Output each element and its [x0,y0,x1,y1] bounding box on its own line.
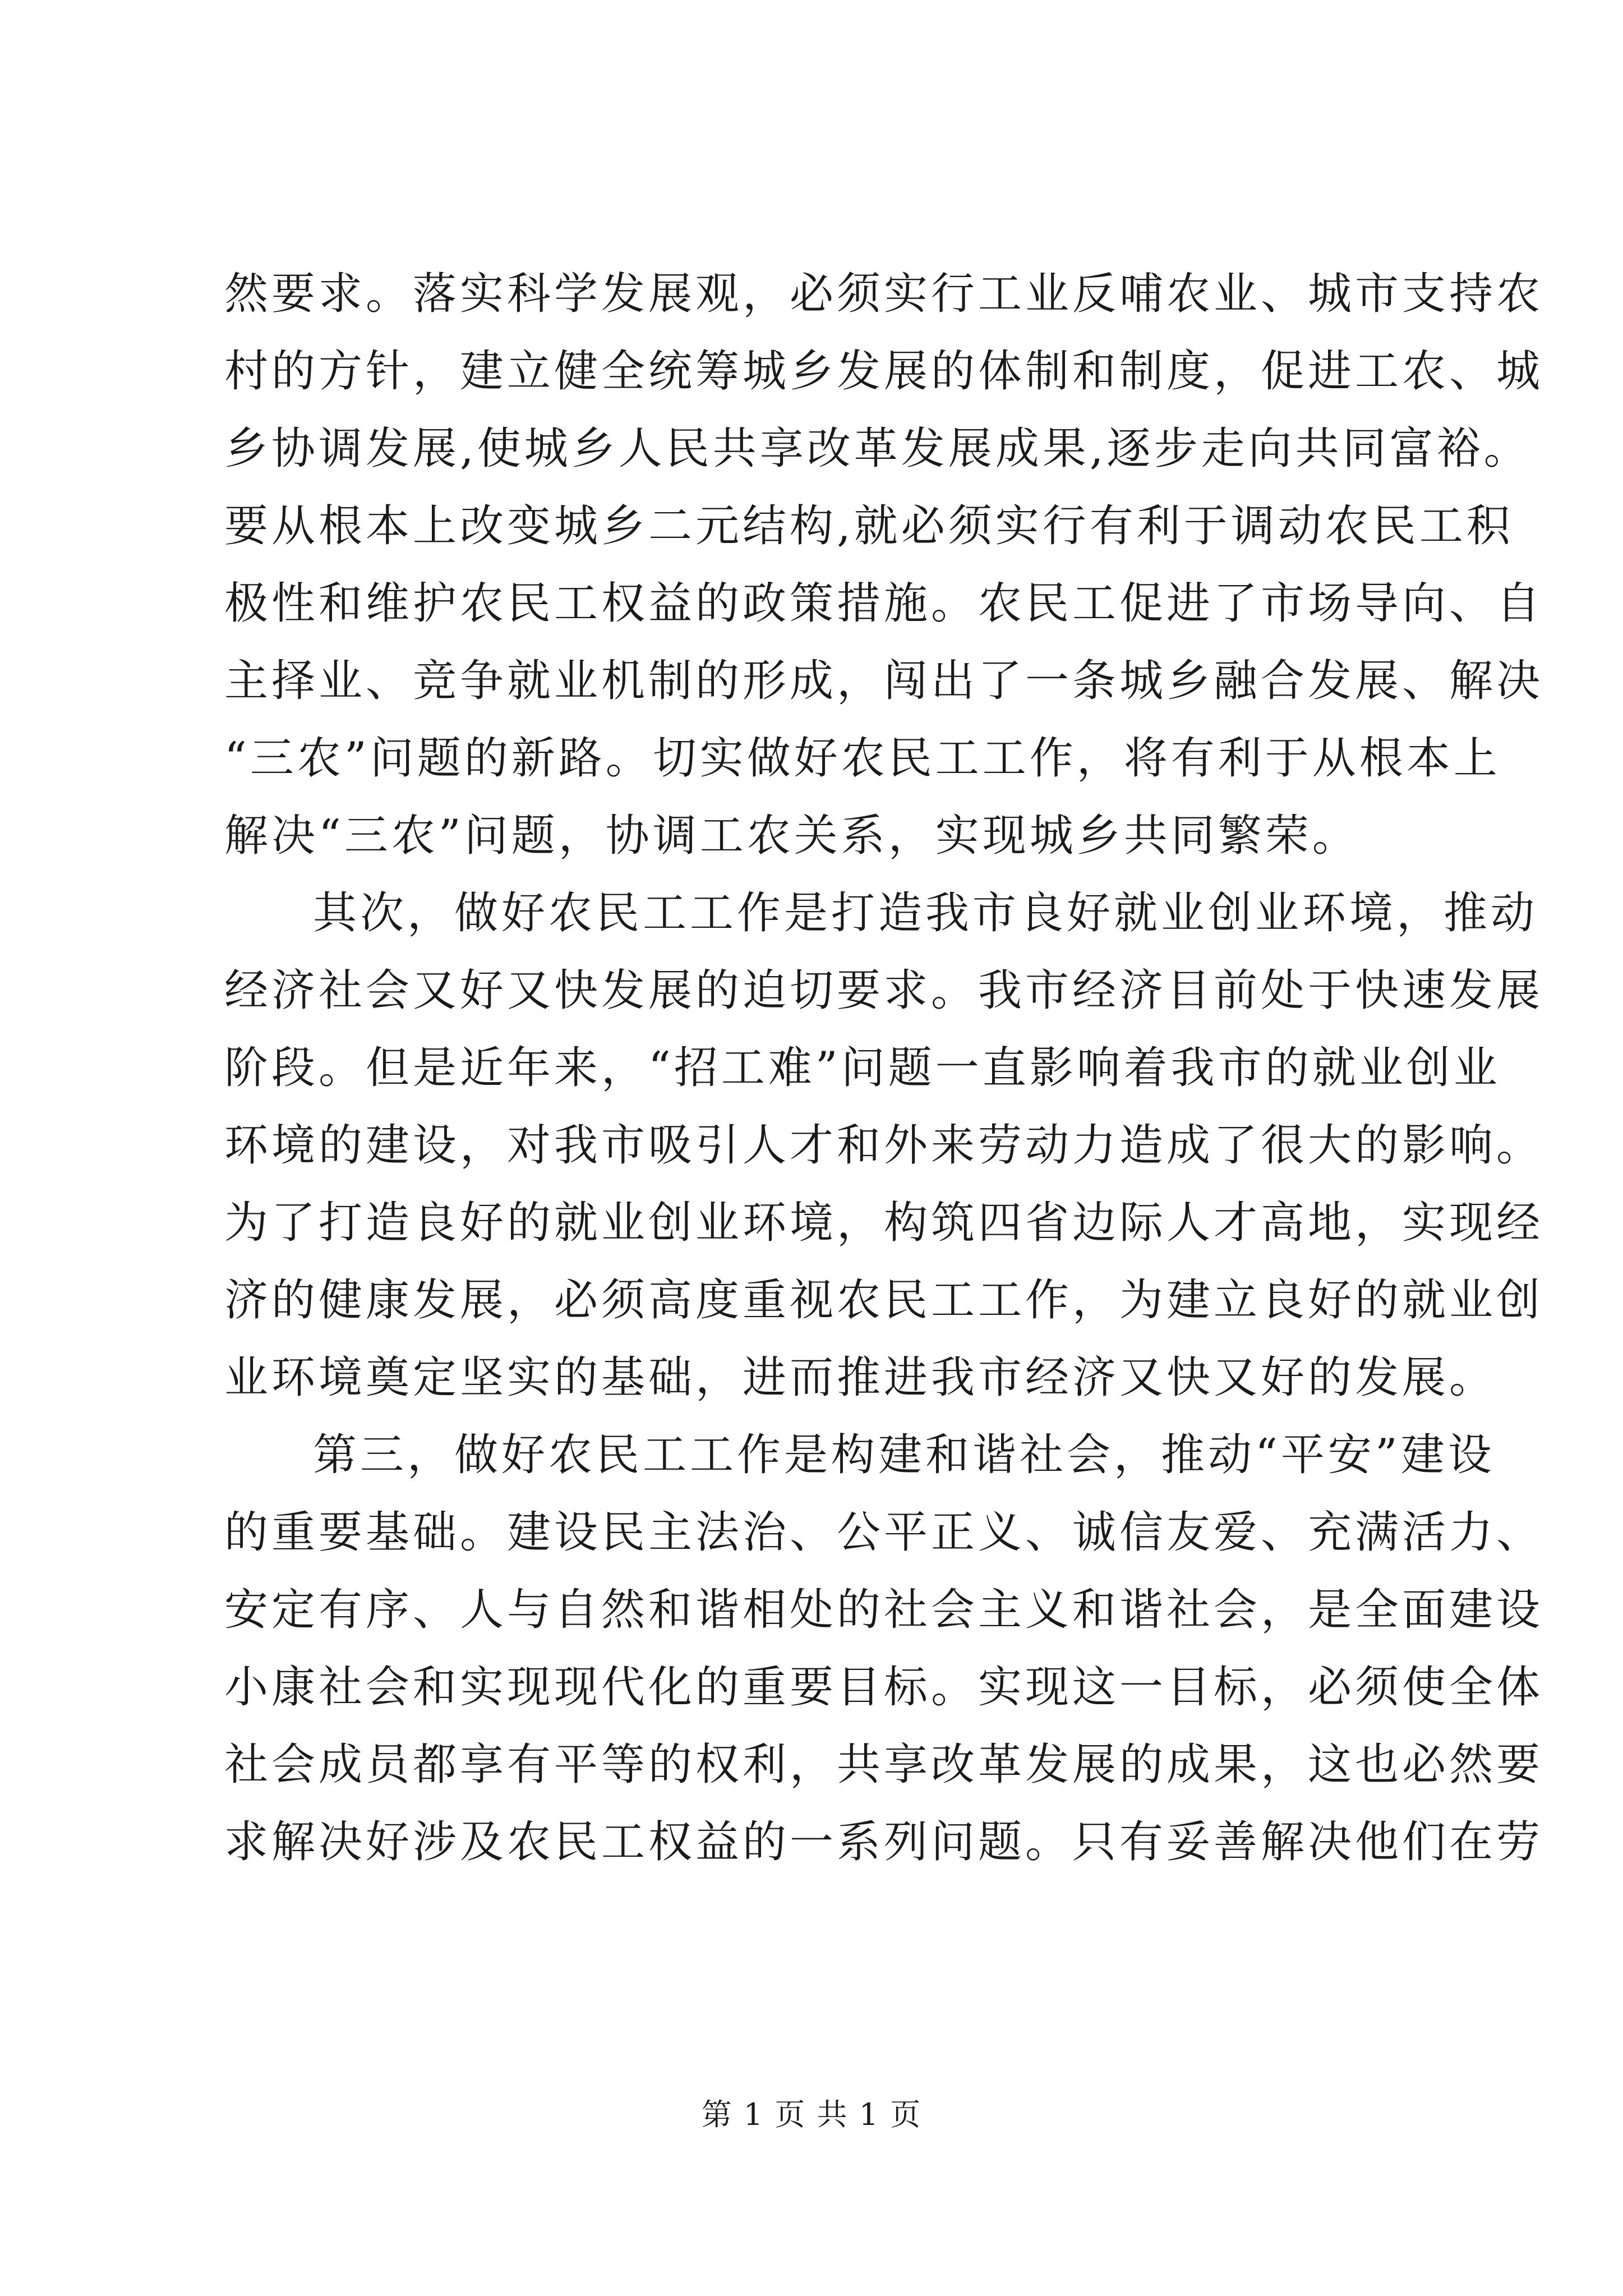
text-line: 为了打造良好的就业创业环境，构筑四省边际人才高地，实现经 [224,1198,1544,1248]
text-line: 业环境奠定坚实的基础，进而推进我市经济又快又好的发展。 [224,1352,1497,1403]
text-line: 主择业、竞争就业机制的形成，闯出了一条城乡融合发展、解决 [224,656,1544,706]
text-line: 然要求。落实科学发展观，必须实行工业反哺农业、城市支持农 [224,269,1544,319]
text-line: 解决“三农”问题，协调工农关系，实现城乡共同繁荣。 [224,811,1359,861]
text-line: 经济社会又好又快发展的迫切要求。我市经济目前处于快速发展 [224,965,1544,1016]
text-line: 小康社会和实现现代化的重要目标。实现这一目标，必须使全体 [224,1662,1544,1713]
text-line: 安定有序、人与自然和谐相处的社会主义和谐社会，是全面建设 [224,1585,1544,1635]
text-line: 环境的建设，对我市吸引人才和外来劳动力造成了很大的影响。 [224,1120,1544,1171]
paragraph-start-line: 第三，做好农民工工作是构建和谐社会，推动“平安”建设 [313,1430,1495,1480]
text-line: “三农”问题的新路。切实做好农民工工作，将有利于从根本上 [224,733,1501,784]
text-line: 的重要基础。建设民主法治、公平正义、诚信友爱、充满活力、 [224,1507,1544,1558]
text-line: 乡协调发展,使城乡人民共享改革发展成果,逐步走向共同富裕。 [224,424,1531,474]
page-footer: 第 1 页 共 1 页 [701,2097,922,2132]
document-body [224,255,1544,1881]
text-line: 村的方针，建立健全统筹城乡发展的体制和制度，促进工农、城 [224,346,1544,397]
text-line: 社会成员都享有平等的权利，共享改革发展的成果，这也必然要 [224,1740,1544,1790]
text-line: 阶段。但是近年来，“招工难”问题一直影响着我市的就业创业 [224,1043,1501,1093]
text-line: 要从根本上改变城乡二元结构,就必须实行有利于调动农民工积 [224,501,1514,551]
paragraph-start-line: 其次，做好农民工工作是打造我市良好就业创业环境，推动 [313,888,1538,938]
text-line: 济的健康发展，必须高度重视农民工工作，为建立良好的就业创 [224,1275,1544,1326]
text-line: 求解决好涉及农民工权益的一系列问题。只有妥善解决他们在劳 [224,1817,1544,1867]
text-line: 极性和维护农民工权益的政策措施。农民工促进了市场导向、自 [224,578,1544,629]
